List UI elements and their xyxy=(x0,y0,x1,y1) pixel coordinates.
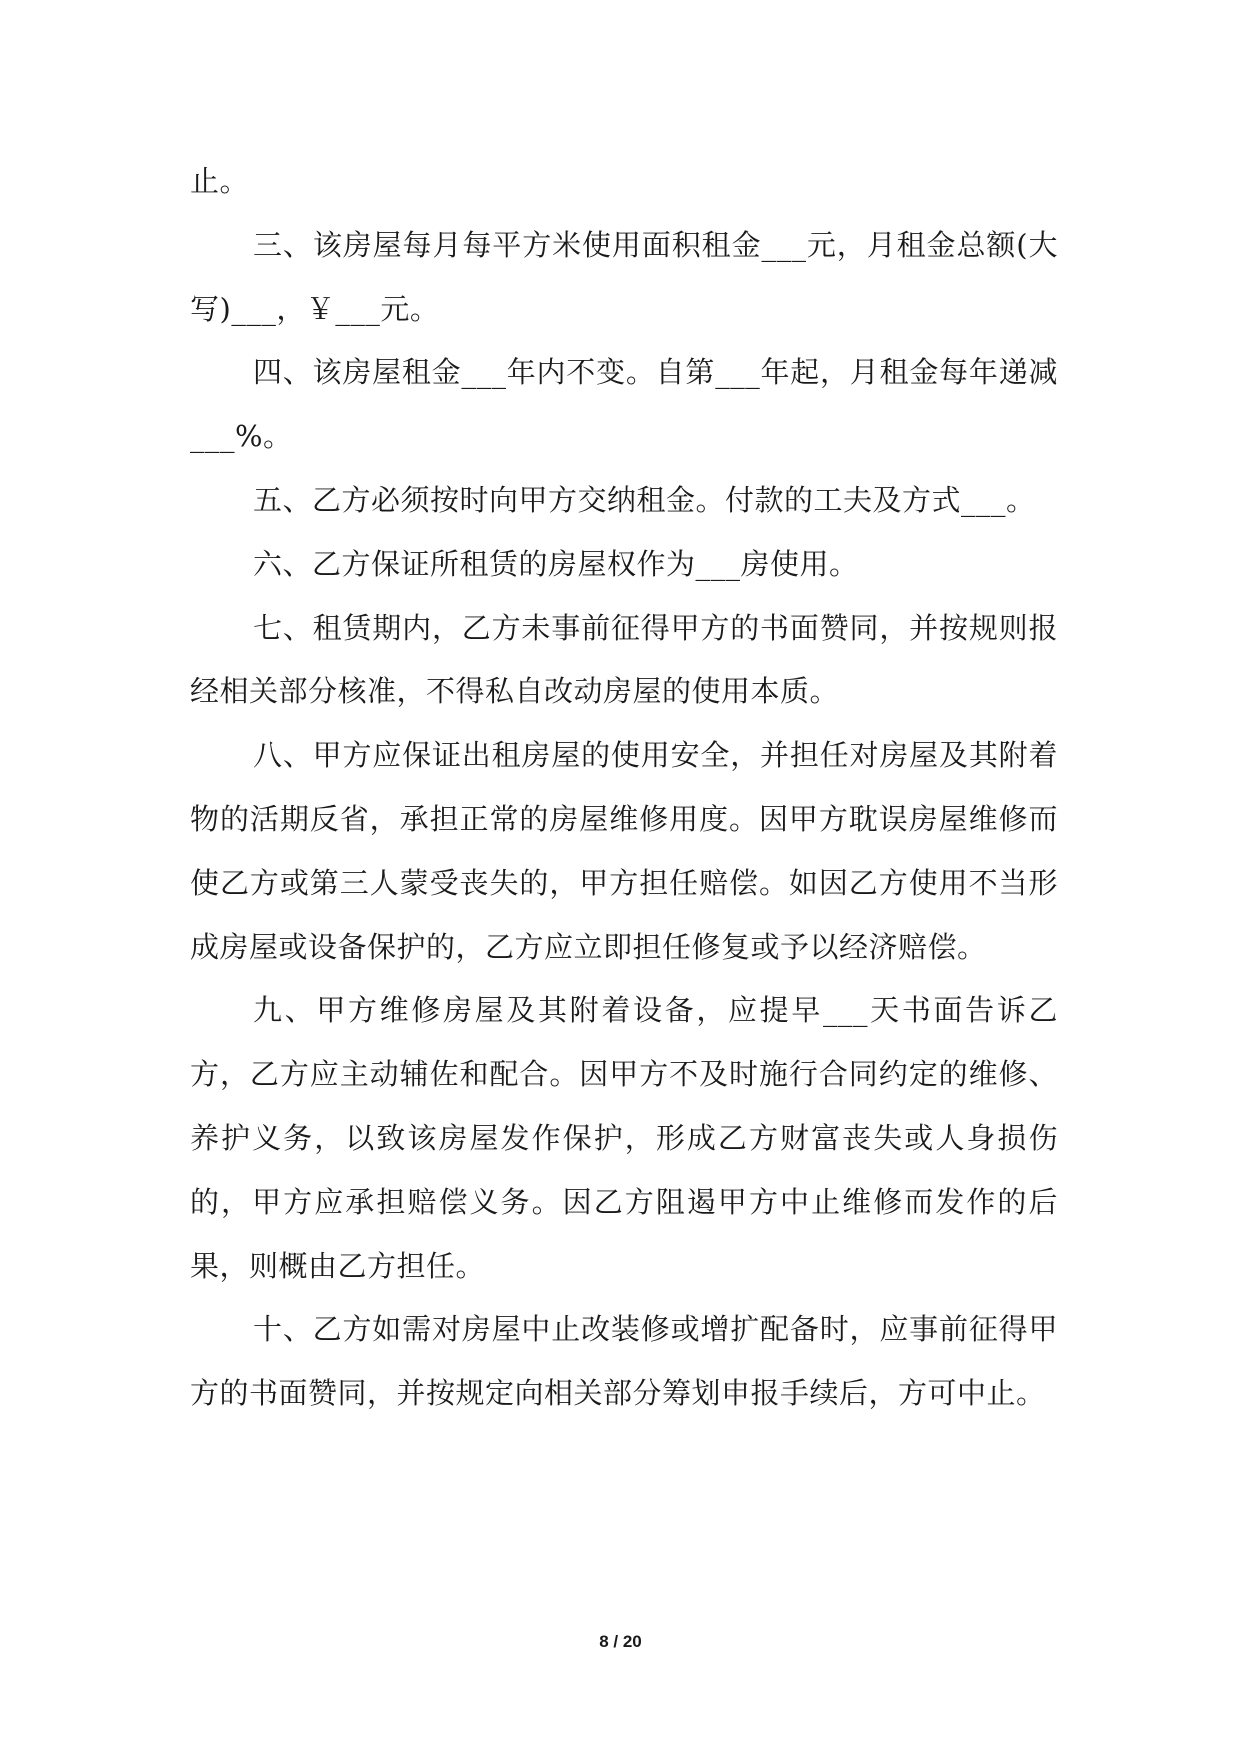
document-body xyxy=(190,150,1058,1426)
clause-4-rent-adjustment: 四、该房屋租金___年内不变。自第___年起，月租金每年递减___%。 xyxy=(190,355,1058,454)
clause-3-rent-amount: 三、该房屋每月每平方米使用面积租金___元，月租金总额(大写)___，￥___元。 xyxy=(190,227,1058,326)
clause-10-renovation: 十、乙方如需对房屋中止改装修或增扩配备时，应事前征得甲方的书面赞同，并按规定向相关部分筹划申报手续后，方可中止。 xyxy=(190,1312,1058,1411)
clause-9-repair-notice: 九、甲方维修房屋及其附着设备，应提早___天书面告诉乙方，乙方应主动辅佐和配合。因甲方不及时施行合同约定的维修、养护义务，以致该房屋发作保护，形成乙方财富丧失或人身损伤的，甲方应承担赔偿义务。因乙方阻遏甲方中止维修而发作的后果，则概由乙方担任。 xyxy=(190,993,1058,1283)
clause-8-safety-maintenance: 八、甲方应保证出租房屋的使用安全，并担任对房屋及其附着物的活期反省，承担正常的房屋维修用度。因甲方耽误房屋维修而使乙方或第三人蒙受丧失的，甲方担任赔偿。如因乙方使用不当形成房屋或设备保护的，乙方应立即担任修复或予以经济赔偿。 xyxy=(190,738,1058,964)
clause-7-alteration: 七、租赁期内，乙方未事前征得甲方的书面赞同，并按规则报经相关部分核准，不得私自改动房屋的使用本质。 xyxy=(190,610,1058,709)
clause-5-payment: 五、乙方必须按时向甲方交纳租金。付款的工夫及方式___。 xyxy=(253,482,1036,517)
clause-6-usage: 六、乙方保证所租赁的房屋权作为___房使用。 xyxy=(253,546,859,581)
page-number: 8 / 20 xyxy=(599,1632,642,1651)
paragraph-continuation: 止。 xyxy=(190,164,250,198)
